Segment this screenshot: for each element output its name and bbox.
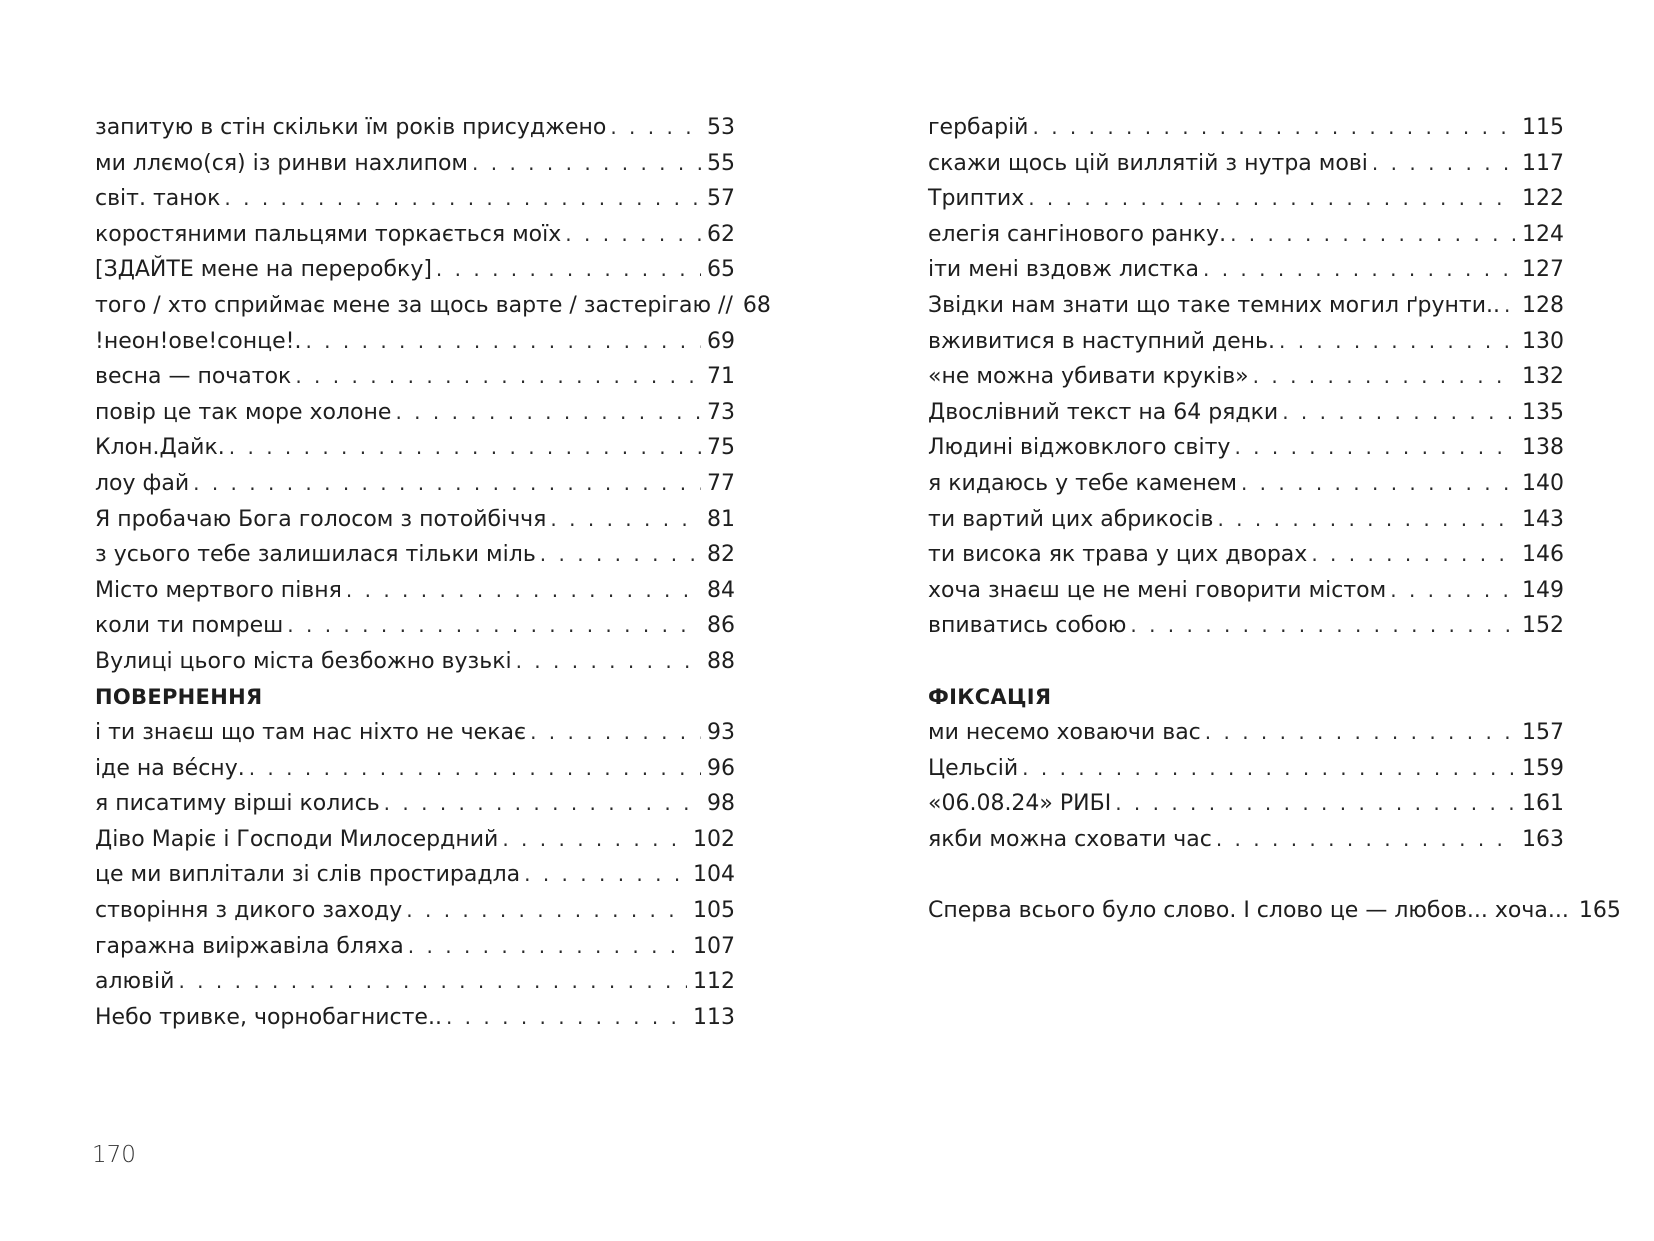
toc-entry-page: 124 bbox=[1522, 221, 1564, 247]
toc-entry-title: !неон!ове!сонце!. bbox=[95, 328, 302, 354]
toc-entry bbox=[928, 466, 1564, 502]
dot-leader bbox=[516, 644, 701, 680]
toc-entry-title: «не можна убивати круків» bbox=[928, 364, 1249, 390]
toc-entry-title: Вулиці цього міста безбожно вузькі bbox=[95, 648, 512, 674]
toc-entry-title: я кидаюсь у тебе каменем bbox=[928, 470, 1237, 496]
toc-entry bbox=[95, 608, 735, 644]
toc-entry-page: 132 bbox=[1522, 364, 1564, 390]
toc-entry-title: Я пробачаю Бога голосом з потойбіччя bbox=[95, 506, 547, 532]
toc-entry-page: 98 bbox=[707, 791, 735, 817]
toc-entry bbox=[95, 822, 735, 858]
dot-leader bbox=[1203, 252, 1516, 288]
toc-entry bbox=[928, 217, 1564, 253]
toc-entry bbox=[95, 430, 735, 466]
dot-leader bbox=[1253, 359, 1516, 395]
toc-entry bbox=[928, 110, 1564, 146]
dot-leader bbox=[1022, 751, 1516, 787]
dot-leader bbox=[229, 430, 701, 466]
toc-entry bbox=[928, 288, 1564, 324]
toc-entry bbox=[95, 751, 735, 787]
toc-entry bbox=[95, 1000, 735, 1036]
toc-entry bbox=[928, 146, 1564, 182]
toc-entry-page: 130 bbox=[1522, 328, 1564, 354]
toc-entry bbox=[95, 110, 735, 146]
toc-entry bbox=[95, 786, 735, 822]
dot-leader bbox=[610, 110, 701, 146]
toc-entry-title: світ. танок bbox=[95, 186, 221, 212]
dot-leader bbox=[540, 537, 701, 573]
toc-entry-title: [ЗДАЙТЕ мене на переробку] bbox=[95, 257, 432, 283]
toc-entry-page: 93 bbox=[707, 720, 735, 746]
dot-leader bbox=[565, 217, 701, 253]
dot-leader bbox=[1311, 537, 1516, 573]
toc-entry-page: 122 bbox=[1522, 186, 1564, 212]
toc-entry-title: Цельсій bbox=[928, 755, 1019, 781]
toc-entry bbox=[95, 146, 735, 182]
toc-left-part2 bbox=[95, 715, 735, 1035]
toc-entry-page: 113 bbox=[693, 1004, 735, 1030]
dot-leader bbox=[1130, 608, 1516, 644]
toc-entry bbox=[928, 430, 1564, 466]
toc-entry-title: Місто мертвого півня bbox=[95, 577, 342, 603]
toc-entry bbox=[928, 751, 1564, 787]
toc-entry-page: 102 bbox=[693, 826, 735, 852]
dot-leader bbox=[1230, 217, 1516, 253]
dot-leader bbox=[406, 893, 687, 929]
toc-entry bbox=[95, 217, 735, 253]
toc-right-part2 bbox=[928, 715, 1564, 857]
toc-entry-title: повір це так море холоне bbox=[95, 399, 392, 425]
dot-leader bbox=[1241, 466, 1516, 502]
toc-entry-page: 157 bbox=[1522, 720, 1564, 746]
dot-leader bbox=[1028, 181, 1516, 217]
section-gap bbox=[928, 644, 1564, 680]
dot-leader bbox=[1217, 502, 1516, 538]
toc-entry bbox=[95, 857, 735, 893]
dot-leader bbox=[1372, 146, 1516, 182]
toc-entry-page: 138 bbox=[1522, 435, 1564, 461]
toc-entry-page: 96 bbox=[707, 755, 735, 781]
toc-entry-title: іти мені вздовж листка bbox=[928, 257, 1199, 283]
toc-entry-page: 81 bbox=[707, 506, 735, 532]
toc-entry bbox=[95, 252, 735, 288]
toc-entry-page: 88 bbox=[707, 648, 735, 674]
toc-entry bbox=[928, 359, 1564, 395]
toc-entry bbox=[95, 181, 735, 217]
toc-entry-title: іде на вéсну. bbox=[95, 755, 245, 781]
toc-entry-page: 140 bbox=[1522, 470, 1564, 496]
toc-entry bbox=[928, 786, 1564, 822]
toc-entry-title: коростяними пальцями торкається моїх bbox=[95, 221, 562, 247]
dot-leader bbox=[446, 1000, 687, 1036]
dot-leader bbox=[295, 359, 701, 395]
dot-leader bbox=[178, 964, 687, 1000]
toc-entry-page: 112 bbox=[693, 969, 735, 995]
toc-entry-page: 73 bbox=[707, 399, 735, 425]
toc-entry bbox=[95, 929, 735, 965]
dot-leader bbox=[1115, 786, 1516, 822]
toc-entry-page: 117 bbox=[1522, 150, 1564, 176]
toc-entry-page: 135 bbox=[1522, 399, 1564, 425]
toc-entry-title: я писатиму вірші колись bbox=[95, 791, 380, 817]
toc-entry bbox=[928, 715, 1564, 751]
toc-entry-title: «06.08.24» РИБІ bbox=[928, 791, 1112, 817]
dot-leader bbox=[1032, 110, 1516, 146]
dot-leader bbox=[436, 252, 701, 288]
dot-leader bbox=[384, 786, 701, 822]
section-heading-povernennia: ПОВЕРНЕННЯ bbox=[95, 684, 263, 709]
toc-entry-page: 82 bbox=[707, 542, 735, 568]
toc-left-column bbox=[95, 110, 771, 1035]
toc-entry-page: 62 bbox=[707, 221, 735, 247]
toc-entry-page: 55 bbox=[707, 150, 735, 176]
toc-entry-page: 68 bbox=[742, 292, 771, 318]
toc-entry bbox=[928, 324, 1564, 360]
toc-entry-title: лоу фай bbox=[95, 470, 190, 496]
toc-entry-title: і ти знаєш що там нас ніхто не чекає bbox=[95, 720, 527, 746]
toc-right-part1 bbox=[928, 110, 1564, 644]
dot-leader bbox=[287, 608, 701, 644]
toc-entry bbox=[95, 715, 735, 751]
toc-entry-page: 84 bbox=[707, 577, 735, 603]
toc-entry bbox=[95, 395, 735, 431]
toc-entry-title: ми ллємо(ся) із ринви нахлипом bbox=[95, 150, 469, 176]
dot-leader bbox=[472, 146, 701, 182]
toc-entry-title: вживитися в наступний день. bbox=[928, 328, 1275, 354]
toc-entry-title: Діво Маріє і Господи Милосердний bbox=[95, 826, 499, 852]
toc-entry-title: Людині віджовклого світу bbox=[928, 435, 1231, 461]
dot-leader bbox=[1279, 324, 1516, 360]
toc-entry bbox=[928, 608, 1564, 644]
toc-entry-page: 75 bbox=[707, 435, 735, 461]
toc-entry-page: 105 bbox=[693, 898, 735, 924]
toc-entry bbox=[95, 893, 735, 929]
toc-entry-title: Небо тривке, чорнобагнисте.. bbox=[95, 1004, 442, 1030]
toc-entry-title: Звідки нам знати що таке темних могил ґрунти.. bbox=[928, 292, 1501, 318]
dot-leader bbox=[305, 324, 701, 360]
toc-entry-title: того / хто сприймає мене за щось варте / застерігаю // bbox=[95, 292, 733, 318]
toc-entry-title: впиватись собою bbox=[928, 613, 1127, 639]
dot-leader bbox=[193, 466, 701, 502]
toc-entry-title: Двослівний текст на 64 рядки bbox=[928, 399, 1279, 425]
dot-leader bbox=[530, 715, 701, 751]
toc-entry bbox=[95, 324, 735, 360]
toc-entry-title: хоча знаєш це не мені говорити містом bbox=[928, 577, 1387, 603]
toc-entry-title: Триптих bbox=[928, 186, 1025, 212]
toc-entry bbox=[928, 537, 1564, 573]
toc-entry-title: з усього тебе залишилася тільки міль bbox=[95, 542, 536, 568]
toc-entry-page: 128 bbox=[1522, 292, 1564, 318]
toc-entry bbox=[95, 466, 735, 502]
dot-leader bbox=[1282, 395, 1516, 431]
toc-entry-title: створіння з дикого заходу bbox=[95, 898, 403, 924]
dot-leader bbox=[524, 857, 687, 893]
toc-entry-page: 159 bbox=[1522, 755, 1564, 781]
toc-entry-page: 57 bbox=[707, 186, 735, 212]
toc-entry-title: скажи щось цій виллятій з нутра мові bbox=[928, 150, 1368, 176]
toc-entry bbox=[928, 395, 1564, 431]
toc-entry-page: 104 bbox=[693, 862, 735, 888]
toc-entry-title: гербарій bbox=[928, 115, 1029, 140]
toc-entry bbox=[928, 502, 1564, 538]
dot-leader bbox=[502, 822, 687, 858]
toc-entry-page: 53 bbox=[707, 115, 735, 140]
toc-entry-title: весна — початок bbox=[95, 364, 292, 390]
dot-leader bbox=[1504, 288, 1516, 324]
dot-leader bbox=[408, 929, 687, 965]
toc-left-part1 bbox=[95, 110, 771, 680]
toc-entry-page: 71 bbox=[707, 364, 735, 390]
toc-entry-page: 86 bbox=[707, 613, 735, 639]
toc-entry-title: ти вартий цих абрикосів bbox=[928, 506, 1214, 532]
dot-leader bbox=[346, 573, 701, 609]
toc-entry-page: 152 bbox=[1522, 613, 1564, 639]
toc-entry-title: Клон.Дайк. bbox=[95, 435, 225, 461]
toc-entry bbox=[95, 502, 735, 538]
toc-entry-page: 77 bbox=[707, 470, 735, 496]
toc-entry-page: 107 bbox=[693, 933, 735, 959]
toc-entry bbox=[95, 359, 735, 395]
dot-leader bbox=[1234, 430, 1516, 466]
page-number: 170 bbox=[92, 1142, 136, 1168]
toc-entry-page: 69 bbox=[707, 328, 735, 354]
dot-leader bbox=[1216, 822, 1516, 858]
toc-entry bbox=[928, 252, 1564, 288]
toc-entry-final bbox=[928, 893, 1621, 929]
toc-entry-title: ти висока як трава у цих дворах bbox=[928, 542, 1308, 568]
toc-entry-page: 163 bbox=[1522, 826, 1564, 852]
toc-entry-page: 127 bbox=[1522, 257, 1564, 283]
toc-right-column bbox=[928, 110, 1621, 929]
toc-entry-title: якби можна сховати час bbox=[928, 826, 1212, 852]
toc-entry bbox=[95, 644, 735, 680]
dot-leader bbox=[249, 751, 701, 787]
toc-entry bbox=[928, 181, 1564, 217]
dot-leader bbox=[395, 395, 701, 431]
toc-entry-page: 115 bbox=[1522, 115, 1564, 140]
dot-leader bbox=[550, 502, 701, 538]
toc-entry-page: 165 bbox=[1578, 898, 1621, 924]
dot-leader bbox=[1205, 715, 1516, 751]
toc-entry-title: елегія сангінового ранку. bbox=[928, 221, 1227, 247]
dot-leader bbox=[224, 181, 701, 217]
toc-entry-page: 161 bbox=[1522, 791, 1564, 817]
toc-entry-page: 143 bbox=[1522, 506, 1564, 532]
toc-entry-title: ми несемо ховаючи вас bbox=[928, 720, 1201, 746]
section-gap bbox=[928, 857, 1564, 893]
toc-entry-title: коли ти помреш bbox=[95, 613, 284, 639]
dot-leader bbox=[1390, 573, 1516, 609]
toc-entry-title: запитую в стін скільки їм років присуджено bbox=[95, 115, 607, 140]
toc-entry-page: 149 bbox=[1522, 577, 1564, 603]
toc-entry-title: алювій bbox=[95, 969, 175, 995]
toc-entry bbox=[928, 573, 1564, 609]
toc-entry bbox=[95, 537, 735, 573]
toc-entry-page: 65 bbox=[707, 257, 735, 283]
section-heading-fiksatsiia: ФІКСАЦІЯ bbox=[928, 684, 1052, 709]
toc-entry bbox=[95, 964, 735, 1000]
toc-entry-title: це ми виплітали зі слів простирадла bbox=[95, 862, 521, 888]
toc-entry bbox=[928, 822, 1564, 858]
toc-entry-page: 146 bbox=[1522, 542, 1564, 568]
toc-entry-title: Сперва всього було слово. І слово це — любов... хоча... bbox=[928, 898, 1569, 924]
toc-entry bbox=[95, 573, 735, 609]
toc-entry bbox=[95, 288, 771, 324]
toc-entry-title: гаражна виіржавіла бляха bbox=[95, 933, 404, 959]
